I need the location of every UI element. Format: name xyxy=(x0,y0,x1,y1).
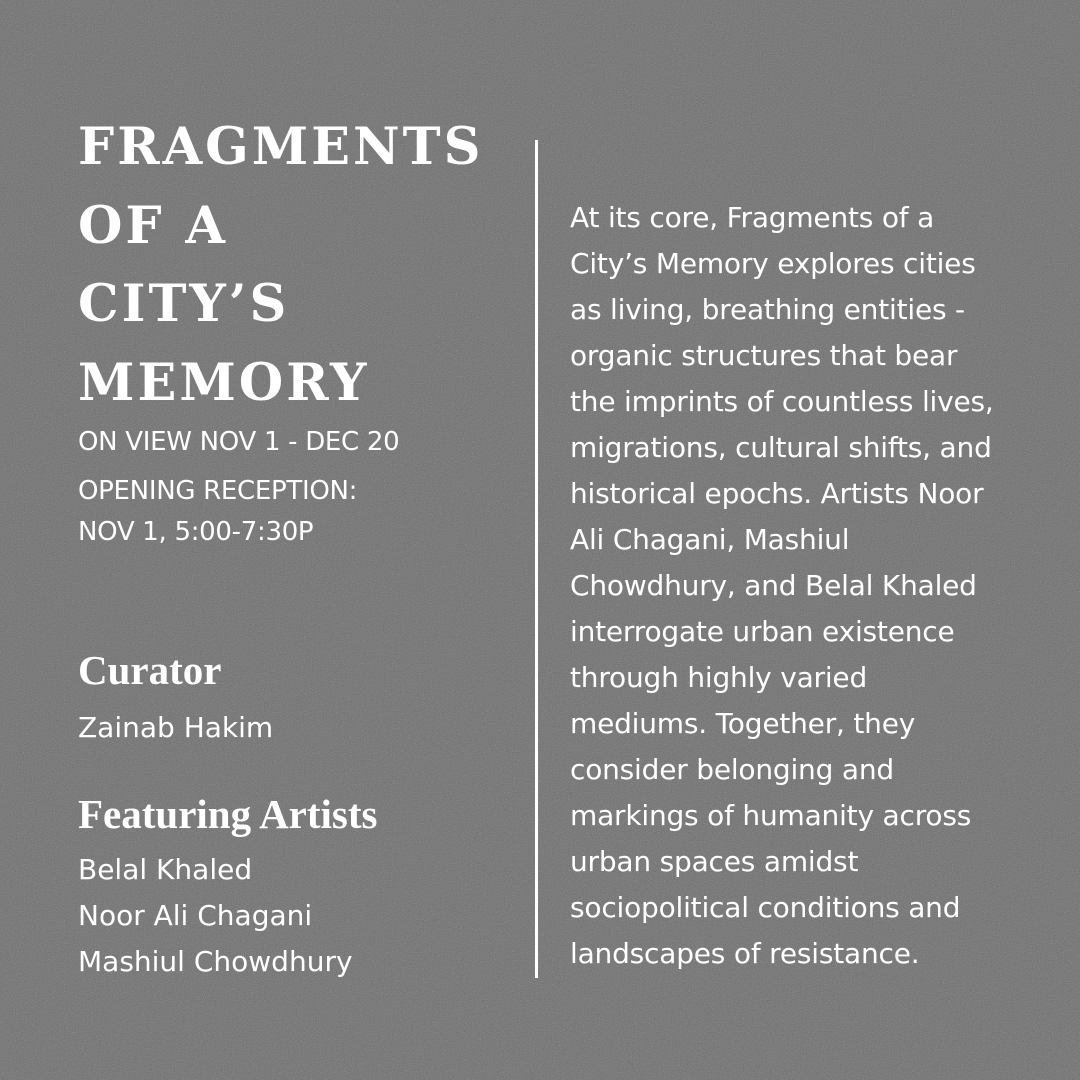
description-line: sociopolitical conditions and xyxy=(570,891,961,924)
description-line: markings of humanity across xyxy=(570,799,972,832)
artist-name: Belal Khaled xyxy=(78,853,253,886)
title-line: OF A xyxy=(78,195,228,256)
description-line: as living, breathing entities - xyxy=(570,293,965,326)
opening-reception-label: OPENING RECEPTION: xyxy=(78,476,358,506)
description-line: organic structures that bear xyxy=(570,339,958,372)
description-line: City’s Memory explores cities xyxy=(570,247,976,280)
title-line: FRAGMENTS xyxy=(78,117,484,177)
title-line: CITY’S xyxy=(78,274,290,334)
description-line: At its core, Fragments of a xyxy=(570,201,935,234)
curator-name xyxy=(78,705,273,751)
exhibition-dates xyxy=(78,422,399,553)
description-line: through highly varied xyxy=(570,661,868,694)
description-line: consider belonging and xyxy=(570,753,894,786)
exhibition-title xyxy=(78,108,483,422)
exhibition-description xyxy=(570,195,994,977)
opening-reception-time: NOV 1, 5:00-7:30P xyxy=(78,517,314,547)
description-line: historical epochs. Artists Noor xyxy=(570,477,984,510)
description-line: urban spaces amidst xyxy=(570,845,859,878)
vertical-divider xyxy=(535,140,538,978)
title-line: MEMORY xyxy=(78,352,370,413)
description-line: the imprints of countless lives, xyxy=(570,385,994,418)
description-line: mediums. Together, they xyxy=(570,707,916,740)
artist-name: Noor Ali Chagani xyxy=(78,899,313,932)
on-view-dates: ON VIEW NOV 1 - DEC 20 xyxy=(78,427,400,457)
curator-heading: Curator xyxy=(78,647,222,693)
description-line: Chowdhury, and Belal Khaled xyxy=(570,569,977,602)
curator-name-text: Zainab Hakim xyxy=(78,711,274,744)
artist-list xyxy=(78,847,353,985)
description-line: Ali Chagani, Mashiul xyxy=(570,523,850,556)
featuring-artists-heading: Featuring Artists xyxy=(78,791,378,837)
description-line: landscapes of resistance. xyxy=(570,937,920,970)
description-line: interrogate urban existence xyxy=(570,615,955,648)
description-line: migrations, cultural shifts, and xyxy=(570,431,992,464)
artist-name: Mashiul Chowdhury xyxy=(78,945,353,978)
